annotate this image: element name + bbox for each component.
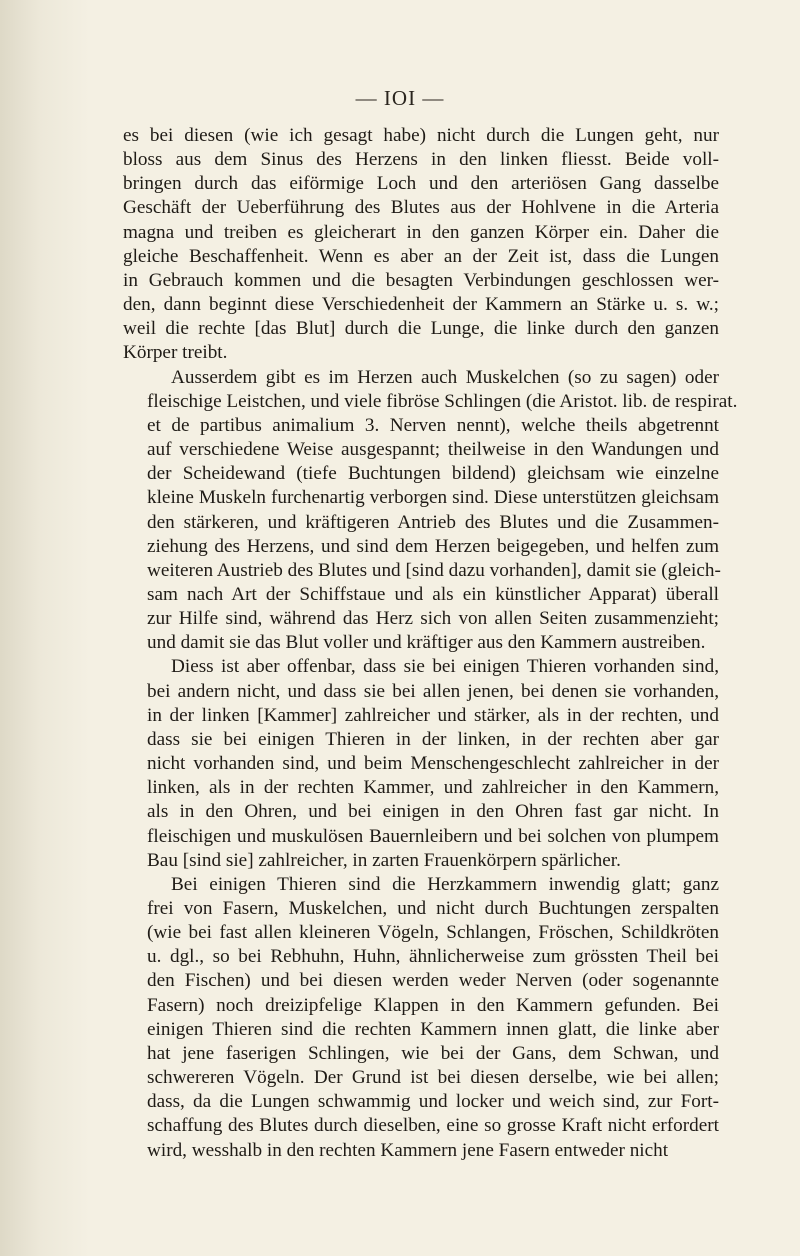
text-line: auf verschiedene Weise ausgespannt; theilweise in den Wandungen und xyxy=(147,439,719,461)
text-line: wird, wesshalb in den rechten Kammern jene Fasern entweder nicht xyxy=(147,1139,669,1161)
page-number: — IOI — xyxy=(355,86,445,110)
text-line: schwereren Vögeln. Der Grund ist bei diesen derselbe, wie bei allen; xyxy=(147,1067,719,1089)
text-line: es bei diesen (wie ich gesagt habe) nicht durch die Lungen geht, nur xyxy=(123,125,719,146)
text-line: in der linken [Kammer] zahlreicher und stärker, als in der rechten, und xyxy=(147,704,719,726)
paragraph xyxy=(123,124,719,366)
text-line: bloss aus dem Sinus des Herzens in den linken fliesst. Beide voll- xyxy=(123,149,719,171)
text-line: und damit sie das Blut voller und kräftiger aus den Kammern austreiben. xyxy=(147,632,706,654)
text-line: den stärkeren, und kräftigeren Antrieb des Blutes und die Zusammen- xyxy=(147,511,719,533)
text-line: als in den Ohren, und bei einigen in den Ohren fast gar nicht. In xyxy=(147,801,719,823)
body-text xyxy=(123,124,738,1163)
text-line: den, dann beginnt diese Verschiedenheit der Kammern an Stärke u. s. w.; xyxy=(123,294,719,316)
text-line: u. dgl., so bei Rebhuhn, Huhn, ähnlicherweise zum grössten Theil bei xyxy=(147,946,719,968)
text-line: gleiche Beschaffenheit. Wenn es aber an der Zeit ist, dass die Lungen xyxy=(123,245,719,267)
text-line: frei von Fasern, Muskelchen, und nicht durch Buchtungen zerspalten xyxy=(147,898,719,919)
text-line: (wie bei fast allen kleineren Vögeln, Schlangen, Fröschen, Schildkröten xyxy=(147,922,719,944)
text-line: bringen durch das eiförmige Loch und den arteriösen Gang dasselbe xyxy=(123,173,719,195)
text-line: nicht vorhanden sind, und beim Menschengeschlecht zahlreicher in der xyxy=(147,753,719,775)
text-line: fleischige Leistchen, und viele fibröse Schlingen (die Aristot. lib. de respirat. xyxy=(147,390,738,412)
text-line: den Fischen) und bei diesen werden weder Nerven (oder sogenannte xyxy=(147,970,719,992)
text-line: Fasern) noch dreizipfelige Klappen in den Kammern gefunden. Bei xyxy=(147,994,719,1016)
text-line: Geschäft der Ueberführung des Blutes aus der Hohlvene in die Arteria xyxy=(123,197,719,219)
text-line: hat jene faserigen Schlingen, wie bei der Gans, dem Schwan, und xyxy=(147,1042,719,1064)
text-line: weiteren Austrieb des Blutes und [sind dazu vorhanden], damit sie (gleich- xyxy=(147,559,721,581)
text-line: schaffung des Blutes durch dieselben, eine so grosse Kraft nicht erfordert xyxy=(147,1115,719,1137)
text-line: Ausserdem gibt es im Herzen auch Muskelchen (so zu sagen) oder xyxy=(171,366,719,388)
text-line: magna und treiben es gleicherart in den ganzen Körper ein. Daher die xyxy=(123,221,719,243)
text-line: Diess ist aber offenbar, dass sie bei einigen Thieren vorhanden sind, xyxy=(171,656,719,678)
text-line: einigen Thieren sind die rechten Kammern innen glatt, die linke aber xyxy=(147,1018,719,1040)
text-line: weil die rechte [das Blut] durch die Lunge, die linke durch den ganzen xyxy=(123,318,719,340)
text-line: in Gebrauch kommen und die besagten Verbindungen geschlossen wer- xyxy=(123,269,719,291)
text-line: sam nach Art der Schiffstaue und als ein künstlicher Apparat) überall xyxy=(147,583,719,605)
text-line: Bei einigen Thieren sind die Herzkammern inwendig glatt; ganz xyxy=(171,873,719,895)
text-line: dass, da die Lungen schwammig und locker und weich sind, zur Fort- xyxy=(147,1091,719,1113)
text-line: et de partibus animalium 3. Nerven nennt), welche theils abgetrennt xyxy=(147,414,719,436)
text-line: ziehung des Herzens, und sind dem Herzen beigegeben, und helfen zum xyxy=(147,535,719,557)
paragraph xyxy=(123,873,719,1163)
text-line: der Scheidewand (tiefe Buchtungen bildend) gleichsam wie einzelne xyxy=(147,463,719,485)
text-line: zur Hilfe sind, während das Herz sich von allen Seiten zusammenzieht; xyxy=(147,608,719,630)
text-line: kleine Muskeln furchenartig verborgen sind. Diese unterstützen gleichsam xyxy=(147,487,719,509)
text-line: Bau [sind sie] zahlreicher, in zarten Frauenkörpern spärlicher. xyxy=(147,849,621,871)
text-line: Körper treibt. xyxy=(123,342,228,364)
paragraph xyxy=(123,655,719,872)
paragraph xyxy=(123,366,738,656)
text-line: dass sie bei einigen Thieren in der linken, in der rechten aber gar xyxy=(147,728,719,750)
text-line: linken, als in der rechten Kammer, und zahlreicher in den Kammern, xyxy=(147,777,719,799)
text-line: bei andern nicht, und dass sie bei allen jenen, bei denen sie vorhanden, xyxy=(147,680,719,702)
text-line: fleischigen und muskulösen Bauernleibern und bei solchen von plumpem xyxy=(147,825,719,847)
